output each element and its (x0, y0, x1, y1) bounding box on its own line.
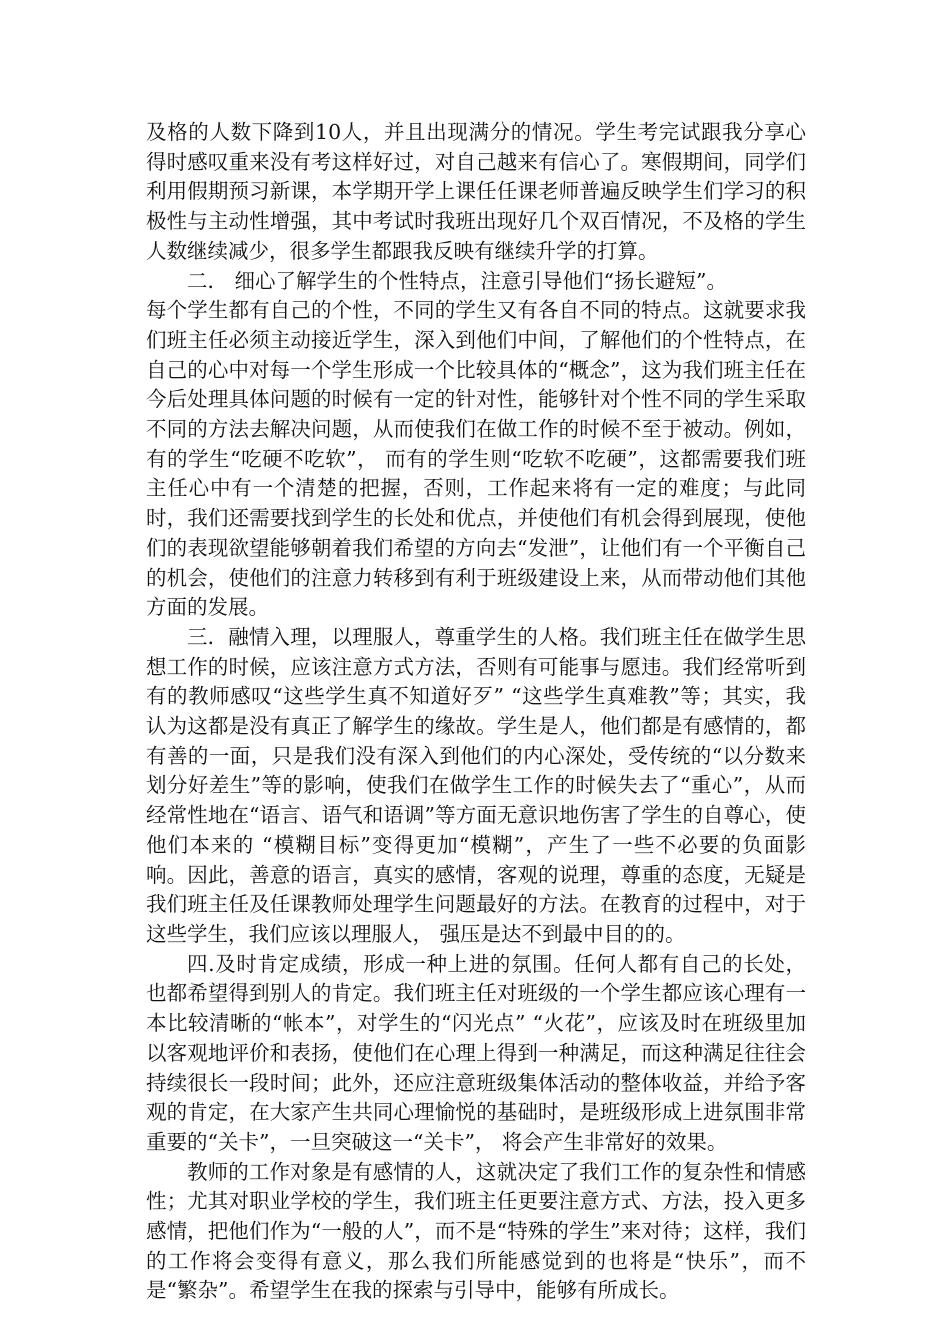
paragraph-conclusion: 教师的工作对象是有感情的人，这就决定了我们工作的复杂性和情感性；尤其对职业学校的学生，我们班主任更要注意方式、方法，投入更多感情，把他们作为“一般的人”，而不是“特殊的学生”来对待；这样，我们的工作将会变得有意义，那么我们所能感觉到的也将是“快乐”，而不是“繁杂”。希望学生在我的探索与引导中，能够有所成长。 (146, 1159, 806, 1303)
paragraph-section-four: 四.及时肯定成绩，形成一种上进的氛围。任何人都有自己的长处，也都希望得到别人的肯定。我们班主任对班级的一个学生都应该心理有一本比较清晰的“帐本”，对学生的“闪光点” “火花”，应该及时在班级里加以客观地评价和表扬，使他们在心理上得到一种满足，而这种满足往往会持续很长一段时间；此外，还应注意班级集体活动的整体收益，并给予客观的肯定，在大家产生共同心理愉悦的基础时，是班级形成上进氛围非常重要的“关卡”，一旦突破这一“关卡”， 将会产生非常好的效果。 (146, 951, 806, 1154)
document-body (146, 118, 806, 1306)
paragraph-section-three: 三．融情入理，以理服人，尊重学生的人格。我们班主任在做学生思想工作的时候，应该注意方式方法，否则有可能事与愿违。我们经常听到有的教师感叹“这些学生真不知道好歹” “这些学生真难教”等；其实，我认为这都是没有真正了解学生的缘故。学生是人，他们都是有感情的，都有善的一面，只是我们没有深入到他们的内心深处，受传统的“以分数来划分好差生”等的影响，使我们在做学生工作的时候失去了“重心”，从而经常性地在“语言、语气和语调”等方面无意识地伤害了学生的自尊心，使他们本来的 “模糊目标”变得更加“模糊”，产生了一些不必要的负面影响。因此，善意的语言，真实的感情，客观的说理，尊重的态度，无疑是我们班主任及任课教师处理学生问题最好的方法。在教育的过程中，对于这些学生，我们应该以理服人， 强压是达不到最中目的的。 (146, 624, 806, 946)
paragraph-student-personality: 每个学生都有自己的个性，不同的学生又有各自不同的特点。这就要求我们班主任必须主动接近学生，深入到他们中间，了解他们的个性特点，在自己的心中对每一个学生形成一个比较具体的“概念”，这为我们班主任在今后处理具体问题的时候有一定的针对性，能够针对个性不同的学生采取不同的方法去解决问题，从而使我们在做工作的时候不至于被动。例如，有的学生“吃硬不吃软”， 而有的学生则“吃软不吃硬”，这都需要我们班主任心中有一个清楚的把握，否则，工作起来将有一定的难度；与此同时，我们还需要找到学生的长处和优点，并使他们有机会得到展现，使他们的表现欲望能够朝着我们希望的方向去“发泄”，让他们有一个平衡自己的机会，使他们的注意力转移到有利于班级建设上来，从而带动他们其他方面的发展。 (146, 298, 806, 620)
paragraph-grade-improvement: 及格的人数下降到10人，并且出现满分的情况。学生考完试跟我分享心得时感叹重来没有考这样好过，对自己越来有信心了。寒假期间，同学们利用假期预习新课，本学期开学上课任任课老师普遍反映学生们学习的积极性与主动性增强，其中考试时我班出现好几个双百情况，不及格的学生人数继续减少，很多学生都跟我反映有继续升学的打算。 (146, 120, 806, 263)
section-heading-two: 二． 细心了解学生的个性特点，注意引导他们“扬长避短”。 (187, 268, 727, 293)
